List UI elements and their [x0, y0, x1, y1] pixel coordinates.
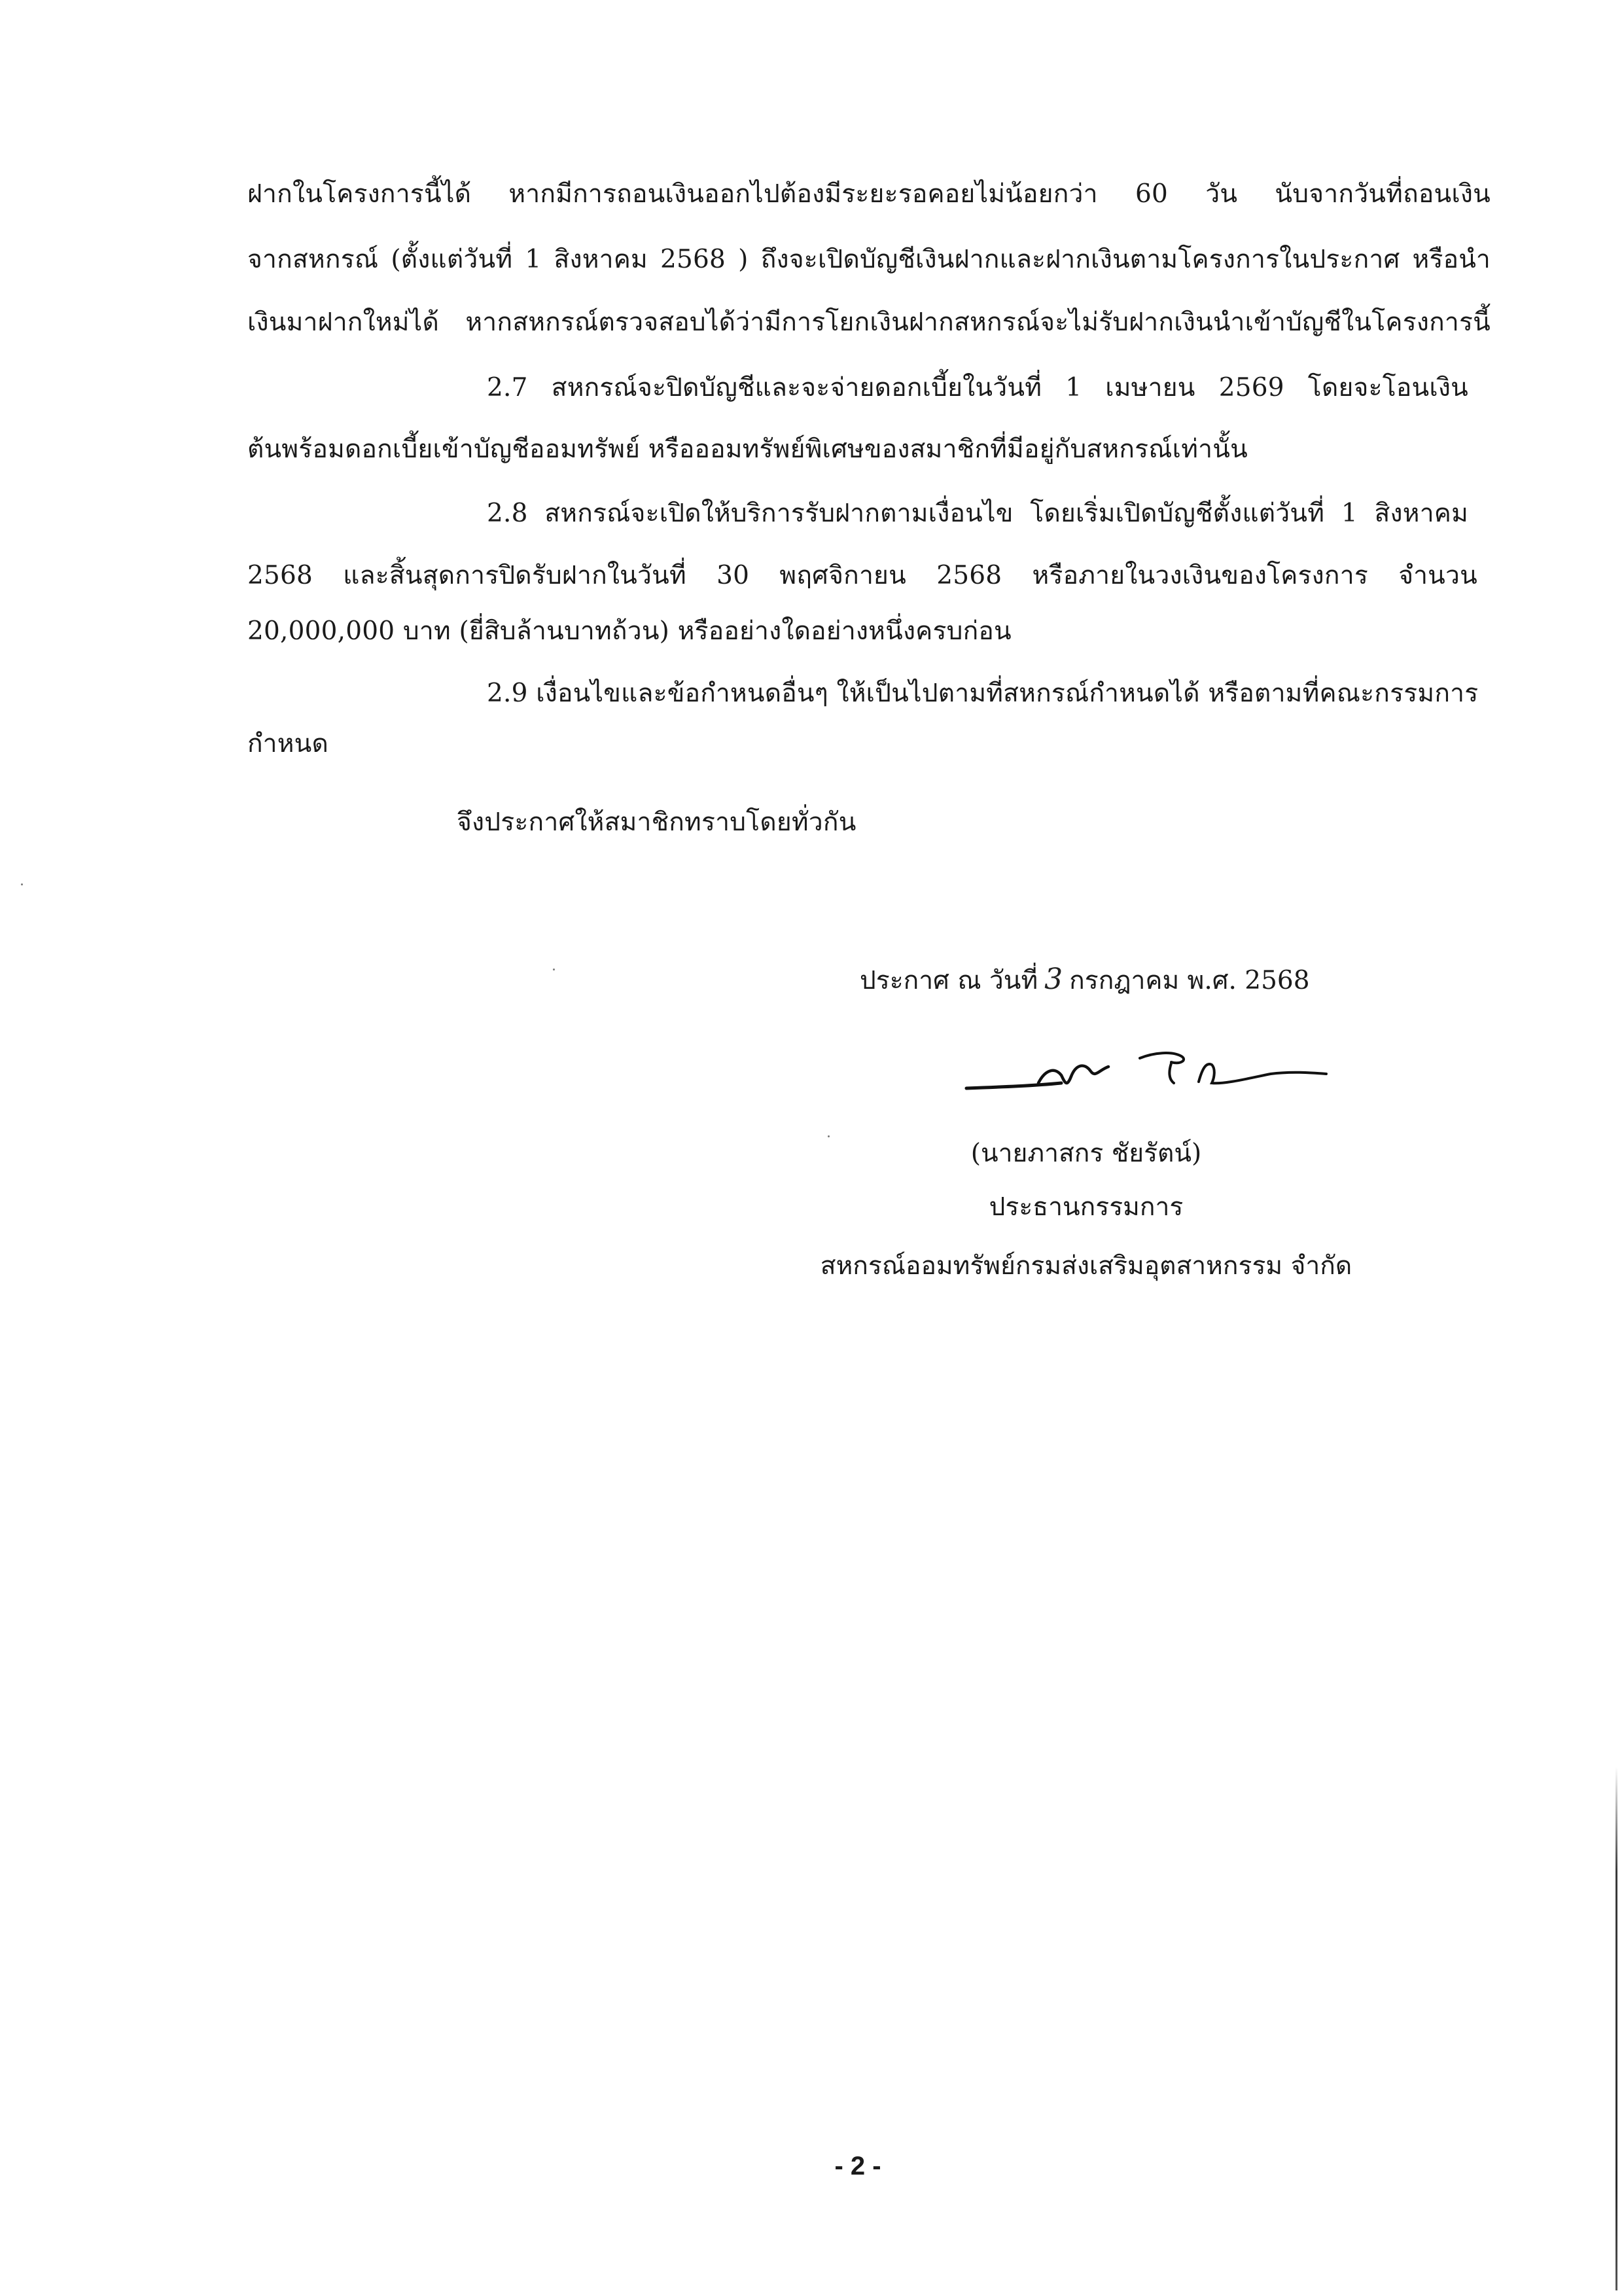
announcement-date-prefix: ประกาศ ณ วันที่ [860, 966, 1038, 995]
clause-2-8-line-1: 2.8 สหกรณ์จะเปิดให้บริการรับฝากตามเงื่อนไข โดยเริ่มเปิดบัญชีตั้งแต่วันที่ 1 สิงหาคม [487, 499, 1468, 528]
clause-2-8-line-3: 20,000,000 บาท (ยี่สิบล้านบาทถ้วน) หรืออย่างใดอย่างหนึ่งครบก่อน [247, 616, 1012, 646]
body-line-1: ฝากในโครงการนี้ได้ หากมีการถอนเงินออกไปต้องมีระยะรอคอยไม่น้อยกว่า 60 วัน นับจากวันที่ถอนเงิน [247, 179, 1491, 209]
handwritten-day: 3 [1044, 963, 1063, 996]
clause-2-9-line-2: กำหนด [247, 729, 329, 758]
signatory-organization: สหกรณ์ออมทรัพย์กรมส่งเสริมอุตสาหกรรม จำกัด [820, 1251, 1352, 1281]
clause-2-7-line-1: 2.7 สหกรณ์จะปิดบัญชีและจะจ่ายดอกเบี้ยในวันที่ 1 เมษายน 2569 โดยจะโอนเงิน [487, 373, 1468, 402]
scan-speck [553, 969, 555, 970]
announcement-date [860, 963, 1310, 997]
announcement-date-suffix: กรกฎาคม พ.ศ. 2568 [1069, 966, 1310, 995]
signatory-name: (นายภาสกร ชัยรัตน์) [970, 1139, 1202, 1168]
signature-image [963, 1031, 1330, 1109]
body-line-2: จากสหกรณ์ (ตั้งแต่วันที่ 1 สิงหาคม 2568 ) ถึงจะเปิดบัญชีเงินฝากและฝากเงินตามโครงการในประกาศ หรือนำ [247, 245, 1491, 274]
closing-statement: จึงประกาศให้สมาชิกทราบโดยทั่วกัน [457, 808, 856, 837]
clause-2-8-line-2: 2568 และสิ้นสุดการปิดรับฝากในวันที่ 30 พฤศจิกายน 2568 หรือภายในวงเงินของโครงการ จำนวน [247, 561, 1477, 590]
signatory-position: ประธานกรรมการ [989, 1192, 1184, 1222]
scan-edge-shadow [1615, 1767, 1617, 2290]
body-line-3: เงินมาฝากใหม่ได้ หากสหกรณ์ตรวจสอบได้ว่ามีการโยกเงินฝากสหกรณ์จะไม่รับฝากเงินนำเข้าบัญชีในโครงการนี้ [247, 308, 1491, 337]
scan-speck [828, 1135, 830, 1137]
scan-speck [21, 883, 23, 885]
clause-2-7-line-2: ต้นพร้อมดอกเบี้ยเข้าบัญชีออมทรัพย์ หรือออมทรัพย์พิเศษของสมาชิกที่มีอยู่กับสหกรณ์เท่านั้น [247, 435, 1248, 464]
page-number: - 2 - [834, 2152, 881, 2180]
clause-2-9-line-1: 2.9 เงื่อนไขและข้อกำหนดอื่นๆ ให้เป็นไปตามที่สหกรณ์กำหนดได้ หรือตามที่คณะกรรมการ [487, 679, 1479, 708]
